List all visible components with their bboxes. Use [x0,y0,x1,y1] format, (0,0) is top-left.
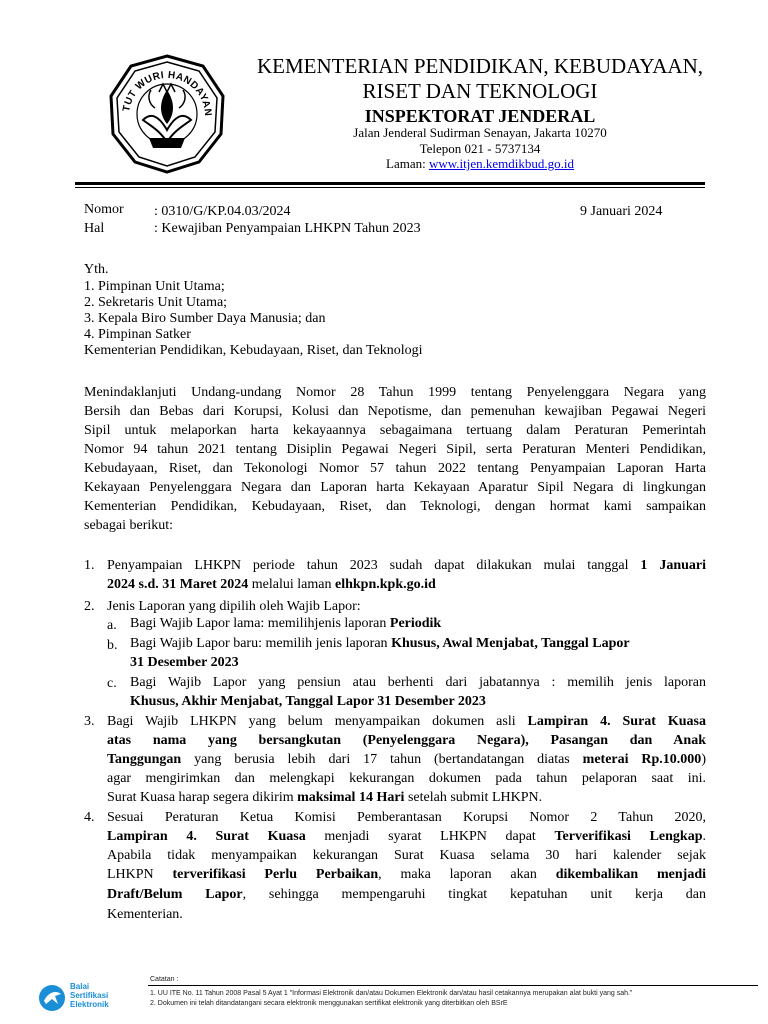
item-number: 2. [84,599,95,614]
item-4-line-2: Lampiran 4. Surat Kuasa menjadi syarat LHKPN dapat Terverifikasi Lengkap. [107,829,707,844]
recipient-line: 3. Kepala Biro Sumber Daya Manusia; dan [84,311,326,326]
item-2-line-1: Jenis Laporan yang dipilih oleh Wajib Lapor: [107,599,361,614]
item-number: 3. [84,714,95,729]
item-4-line-1: Sesuai Peraturan Ketua Komisi Pemberantasan Korupsi Nomor 2 Tahun 2020, [107,810,706,825]
bsre-name-line: Sertifikasi [70,991,109,1000]
recipient-line: Kementerian Pendidikan, Kebudayaan, Riset, dan Teknologi [84,343,423,358]
hal-value: : Kewajiban Penyampaian LHKPN Tahun 2023 [154,221,421,236]
intro-line: Menindaklanjuti Undang-undang Nomor 28 Tahun 1999 tentang Penyelenggara Negara yang [84,385,706,400]
subitem-a: Bagi Wajib Lapor lama: memilihjenis laporan Periodik [130,616,442,631]
item-4-line-3: Apabila tidak menyampaikan kekurangan Surat Kuasa selama 30 hari kalender sejak [107,848,706,863]
intro-line: Kementerian Pendidikan, Kebudayaan, Riset, dan Teknologi, dengan hormat kami sampaikan [84,499,706,514]
subitem-letter: c. [107,676,117,691]
recipient-line: 4. Pimpinan Satker [84,327,191,342]
intro-line: Bersih dan Bebas dari Korupsi, Kolusi dan Nepotisme, dan pemenuhan kewajiban Pegawai Negeri [84,404,706,419]
footer-rule [148,985,758,986]
item-1-line-2: 2024 s.d. 31 Maret 2024 melalui laman elhkpn.kpk.go.id [107,577,436,592]
ministry-name-line1: KEMENTERIAN PENDIDIKAN, KEBUDAYAAN, [256,54,704,78]
bsre-name-line: Elektronik [70,1000,109,1009]
hal-label: Hal [84,221,105,236]
office-address: Jalan Jenderal Sudirman Senayan, Jakarta 10270 [353,125,607,140]
bsre-logo-icon [37,983,67,1013]
office-phone: Telepon 021 - 5737134 [419,141,541,156]
subitem-letter: a. [107,618,117,633]
footer-catatan: Catatan : [150,976,179,983]
item-1-line-1: Penyampaian LHKPN periode tahun 2023 sudah dapat dilakukan mulai tanggal 1 Januari [107,558,706,573]
letterhead-rule-thin [75,187,705,188]
recipient-line: 2. Sekretaris Unit Utama; [84,295,228,310]
item-3-line-4: agar mengirimkan dan melengkapi kekurangan dokumen pada tahun pelaporan saat ini. [107,771,706,786]
website-link[interactable]: www.itjen.kemdikbud.go.id [428,156,574,171]
footer-note-2: 2. Dokumen ini telah ditandatangani secara elektronik menggunakan sertifikat elektronik yang diterbitkan oleh BSrE [150,1000,508,1007]
nomor-label: Nomor [84,202,124,217]
intro-line: Sipil untuk melaporkan harta kekayaannya sebagaimana tertuang dalam Peraturan Pemerintah [84,423,706,438]
recipient-line: Yth. [84,262,109,277]
subitem-letter: b. [107,638,118,653]
intro-line: Kebudayaan, Riset, dan Tekonologi Nomor 57 tahun 2022 tentang Penyampaian Laporan Harta [84,461,706,476]
subitem-b-line-2: 31 Desember 2023 [130,655,239,670]
item-4-line-5: Draft/Belum Lapor, sehingga mempengaruhi tingkat kepatuhan unit kerja dan [107,887,707,902]
footer-note-1: 1. UU ITE No. 11 Tahun 2008 Pasal 5 Ayat 1 "Informasi Elektronik dan/atau Dokumen Elektronik dan/atau hasil cetakannya merupakan alat bukti yang sah." [150,990,633,997]
item-3-line-2: atas nama yang bersangkutan (Penyelenggara Negara), Pasangan dan Anak [107,733,706,748]
tut-wuri-handayani-logo [103,50,231,176]
directorate-name: INSPEKTORAT JENDERAL [364,106,596,126]
subitem-c-line-2: Khusus, Akhir Menjabat, Tanggal Lapor 31 Desember 2023 [130,694,486,709]
ministry-name-line2: RISET DAN TEKNOLOGI [362,79,598,103]
item-3-line-1: Bagi Wajib LHKPN yang belum menyampaikan dokumen asli Lampiran 4. Surat Kuasa [107,714,706,729]
logo-motto: TUT WURI HANDAYAN [121,69,214,117]
website-label: Laman: [386,156,429,171]
intro-line: sebagai berikut: [84,518,174,533]
intro-line: Kekayaan Penyelenggara Negara dan Laporan harta Kekayaan Aparatur Sipil Negara di lingkungan [84,480,706,495]
item-4-line-4: LHKPN terverifikasi Perlu Perbaikan, maka laporan akan dikembalikan menjadi [107,867,706,882]
letter-date: 9 Januari 2024 [580,204,663,219]
item-3-line-5: Surat Kuasa harap segera dikirim maksimal 14 Hari setelah submit LHKPN. [107,790,543,805]
nomor-value: : 0310/G/KP.04.03/2024 [154,204,291,219]
subitem-b-line-1: Bagi Wajib Lapor baru: memilih jenis laporan Khusus, Awal Menjabat, Tanggal Lapor [130,636,630,651]
intro-line: Nomor 94 tahun 2021 tentang Disiplin Pegawai Negeri Sipil, serta Peraturan Menteri Pendidikan, [84,442,706,457]
recipient-line: 1. Pimpinan Unit Utama; [84,279,225,294]
bsre-name-line: Balai [70,982,90,991]
office-website [230,155,730,173]
item-number: 4. [84,810,95,825]
item-4-line-6: Kementerian. [107,907,183,922]
letterhead-rule-thick [75,182,705,185]
item-number: 1. [84,558,95,573]
item-3-line-3: Tanggungan yang berusia lebih dari 17 tahun (bertandatangan diatas meterai Rp.10.000) [107,752,706,767]
subitem-c-line-1: Bagi Wajib Lapor yang pensiun atau berhenti dari jabatannya : memilih jenis laporan [130,675,706,690]
